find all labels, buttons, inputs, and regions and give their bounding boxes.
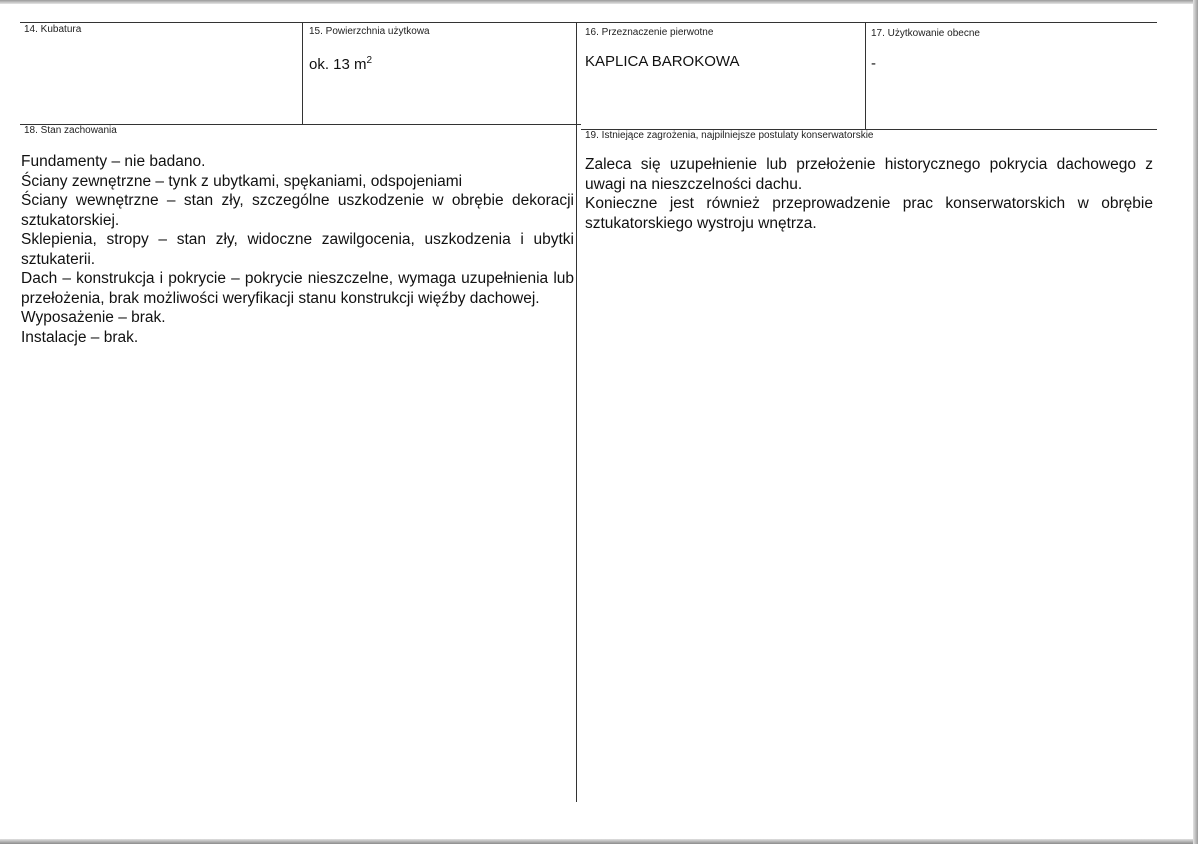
field-15-value-text: ok. 13 m [309,56,367,73]
field-17-label: 17. Użytkowanie obecne [871,28,980,39]
field-18-line: Ściany zewnętrzne – tynk z ubytkami, spękaniami, odspojeniami [21,172,463,190]
field-18-line: Ściany wewnętrzne – stan zły, szczególne uszkodzenie w obrębie dekoracji sztukatorskiej. [21,192,574,229]
field-18-line: Instalacje – brak. [21,328,139,346]
field-19-text [585,155,1153,233]
field-15-label: 15. Powierzchnia użytkowa [309,26,430,37]
field-15-value-sup: 2 [366,55,373,66]
row1-top-rule [20,22,1157,23]
field-17-value: - [871,55,876,72]
field-18-line: Fundamenty – nie badano. [21,153,206,170]
field-19-label: 19. Istniejące zagrożenia, najpilniejsze postulaty konserwatorskie [585,130,874,141]
scan-edge-top [0,0,1198,4]
divider-16-17 [865,22,866,129]
field-18-line: Wyposażenie – brak. [21,309,166,326]
field-19-line: Zaleca się uzupełnienie lub przełożenie historycznego pokrycia dachowego z uwagi na nieszczelności dachu. [585,156,1153,193]
field-18-label: 18. Stan zachowania [24,125,117,136]
divider-main [576,22,577,802]
field-15-value [309,52,372,74]
field-14-label: 14. Kubatura [24,24,82,35]
field-19-line: Konieczne jest również przeprowadzenie prac konserwatorskich w obrębie sztukatorskiego wystroju wnętrza. [585,195,1153,232]
divider-14-15 [302,22,303,124]
field-16-label: 16. Przeznaczenie pierwotne [585,27,714,38]
field-16-value: KAPLICA BAROKOWA [585,53,740,70]
field-18-line: Dach – konstrukcja i pokrycie – pokrycie nieszczelne, wymaga uzupełnienia lub przełożenia, brak możliwości weryfikacji stanu konstrukcji więźby dachowej. [21,270,574,307]
scan-edge-bottom [0,839,1198,844]
scan-edge-right [1193,0,1198,844]
field-18-line: Sklepienia, stropy – stan zły, widoczne zawilgocenia, uszkodzenia i ubytki sztukaterii. [21,231,574,268]
field-18-text [21,152,574,347]
